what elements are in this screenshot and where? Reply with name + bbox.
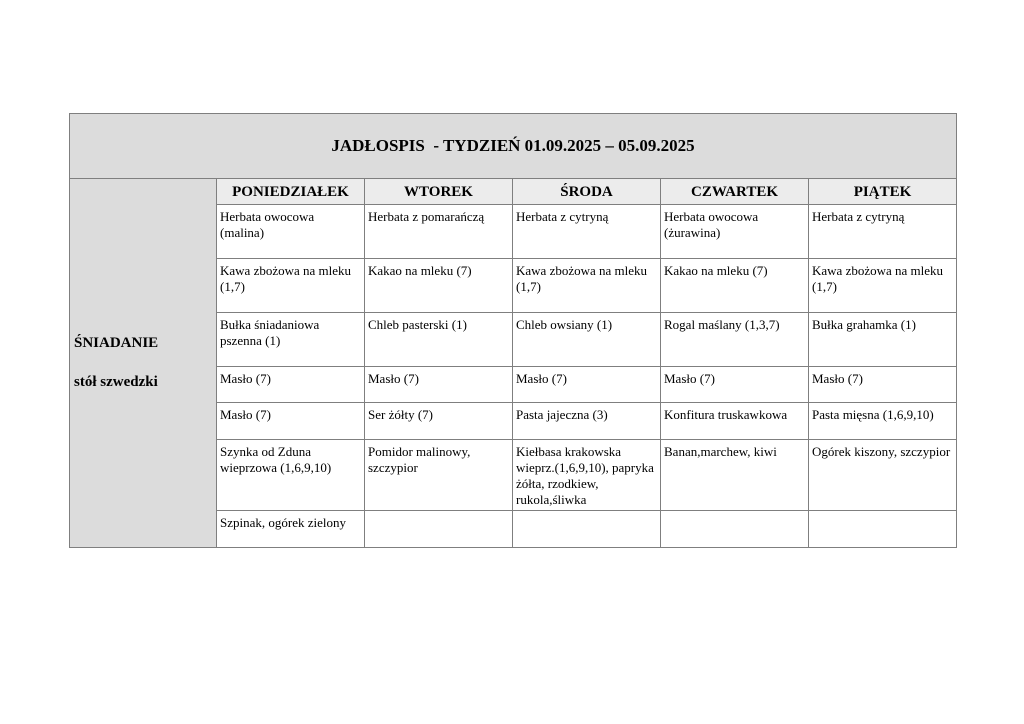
menu-cell: Kawa zbożowa na mleku (1,7): [809, 259, 957, 313]
menu-cell: Chleb pasterski (1): [365, 313, 513, 367]
menu-cell: [513, 511, 661, 548]
menu-cell: Pasta mięsna (1,6,9,10): [809, 403, 957, 440]
menu-cell: [809, 511, 957, 548]
day-header-friday: PIĄTEK: [809, 179, 957, 205]
menu-cell: Kiełbasa krakowska wieprz.(1,6,9,10), papryka żółta, rzodkiew, rukola,śliwka: [513, 440, 661, 511]
menu-cell: Masło (7): [217, 403, 365, 440]
meal-label-cell: [70, 179, 217, 548]
menu-cell: Kawa zbożowa na mleku (1,7): [513, 259, 661, 313]
menu-cell: Masło (7): [217, 367, 365, 403]
menu-table: [69, 113, 957, 548]
menu-cell: [661, 511, 809, 548]
menu-cell: Chleb owsiany (1): [513, 313, 661, 367]
menu-cell: Kawa zbożowa na mleku (1,7): [217, 259, 365, 313]
menu-cell: [365, 511, 513, 548]
menu-cell: Masło (7): [809, 367, 957, 403]
day-header-monday: PONIEDZIAŁEK: [217, 179, 365, 205]
menu-cell: Herbata z pomarańczą: [365, 205, 513, 259]
menu-cell: Ogórek kiszony, szczypior: [809, 440, 957, 511]
menu-cell: Herbata owocowa (żurawina): [661, 205, 809, 259]
menu-cell: Pomidor malinowy, szczypior: [365, 440, 513, 511]
menu-cell: Bułka śniadaniowa pszenna (1): [217, 313, 365, 367]
menu-cell: Masło (7): [661, 367, 809, 403]
menu-cell: Kakao na mleku (7): [365, 259, 513, 313]
day-header-wednesday: ŚRODA: [513, 179, 661, 205]
day-header-thursday: CZWARTEK: [661, 179, 809, 205]
menu-cell: Herbata owocowa (malina): [217, 205, 365, 259]
menu-cell: Szynka od Zduna wieprzowa (1,6,9,10): [217, 440, 365, 511]
menu-cell: Szpinak, ogórek zielony: [217, 511, 365, 548]
day-header-tuesday: WTOREK: [365, 179, 513, 205]
meal-subtitle: stół szwedzki: [74, 374, 158, 390]
menu-cell: Pasta jajeczna (3): [513, 403, 661, 440]
meal-name: ŚNIADANIE: [74, 335, 159, 351]
menu-cell: Masło (7): [513, 367, 661, 403]
menu-cell: Banan,marchew, kiwi: [661, 440, 809, 511]
menu-cell: Bułka grahamka (1): [809, 313, 957, 367]
menu-cell: Kakao na mleku (7): [661, 259, 809, 313]
menu-cell: Masło (7): [365, 367, 513, 403]
menu-title: JADŁOSPIS - TYDZIEŃ 01.09.2025 – 05.09.2025: [70, 114, 957, 179]
menu-cell: Ser żółty (7): [365, 403, 513, 440]
menu-cell: Herbata z cytryną: [513, 205, 661, 259]
menu-cell: Konfitura truskawkowa: [661, 403, 809, 440]
menu-cell: Herbata z cytryną: [809, 205, 957, 259]
menu-cell: Rogal maślany (1,3,7): [661, 313, 809, 367]
